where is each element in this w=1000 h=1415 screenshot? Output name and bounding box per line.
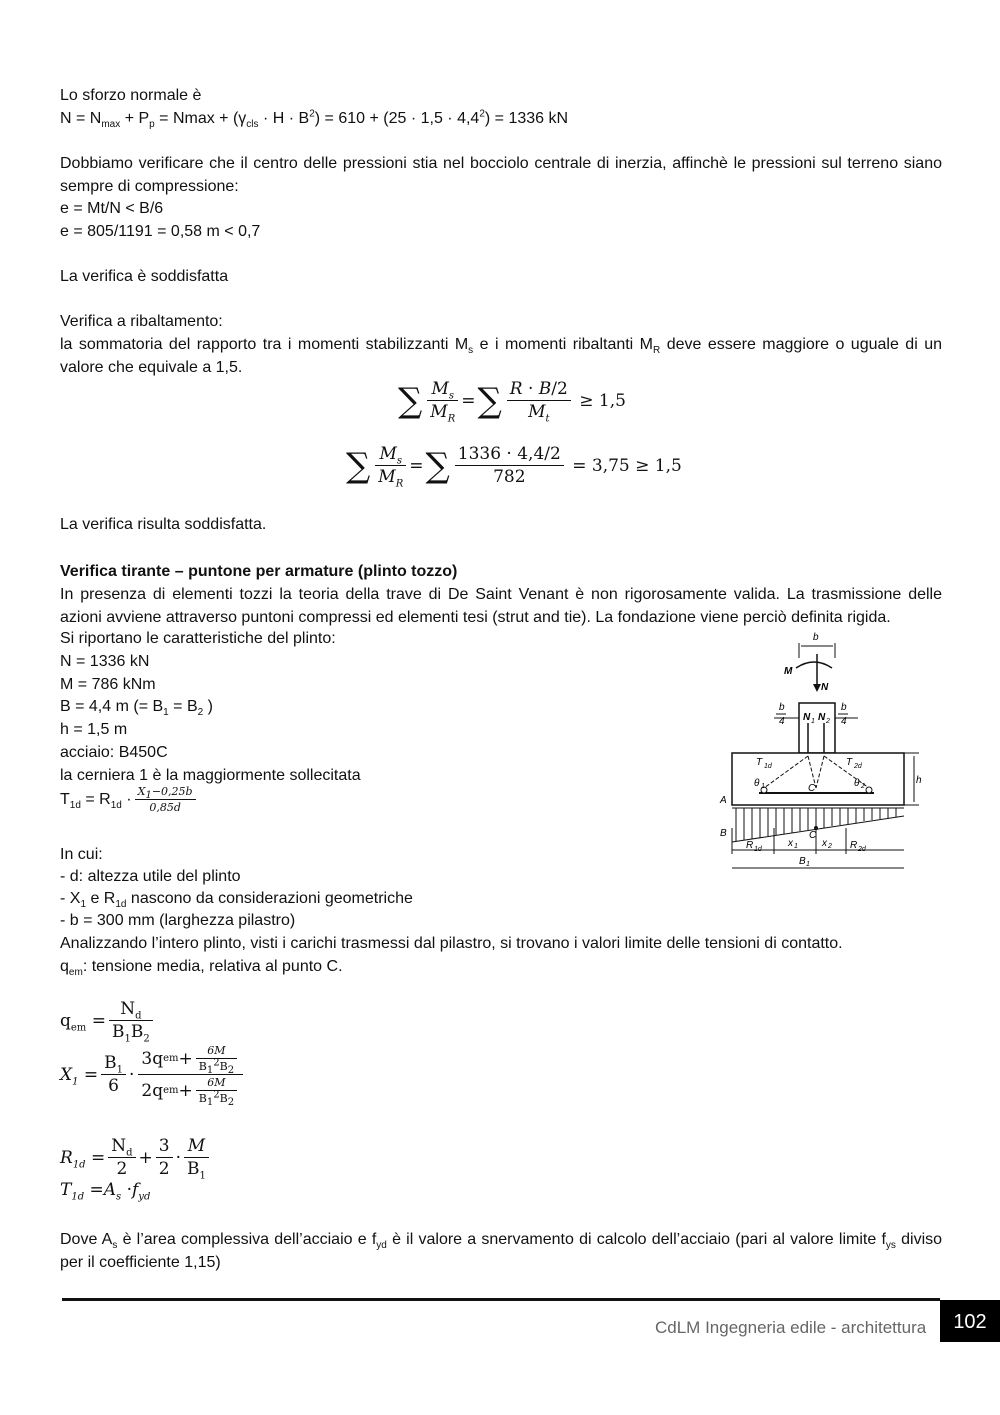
text-line: e = 805/1191 = 0,58 m < 0,7 — [60, 223, 261, 240]
svg-text:N: N — [821, 682, 829, 693]
svg-text:1: 1 — [794, 843, 798, 850]
svg-text:B: B — [720, 828, 727, 839]
svg-text:θ: θ — [754, 778, 760, 789]
text-line: acciaio: B450C — [60, 744, 168, 761]
svg-text:1d: 1d — [764, 763, 772, 770]
paragraph: In presenza di elementi tozzi la teoria della trave di De Saint Venant è non rigorosamente valida. La trasmissione delle azioni avviene attraverso puntoni compressi ed elementi tesi (strut and tie). La fondazione viene perciò definita rigida. — [60, 586, 942, 626]
svg-text:θ: θ — [854, 778, 860, 789]
svg-text:R: R — [850, 840, 858, 851]
svg-text:B: B — [799, 856, 806, 867]
paragraph: la sommatoria del rapporto tra i momenti stabilizzanti $M_s$ e i momenti ribaltanti $M_R$ deve essere maggiore o uguale di un valore che equivale a 1,5. — [60, 336, 942, 376]
equation-t1d: $T_{1d}$ = $A_s$ · $f_{yd}$ — [60, 1180, 151, 1203]
footer-text: CdLM Ingegneria edile - architettura — [655, 1318, 927, 1337]
svg-text:T: T — [756, 757, 763, 768]
svg-text:2: 2 — [828, 843, 832, 850]
text-line: Si riportano le caratteristiche del plinto: — [60, 630, 336, 647]
svg-text:2d: 2d — [858, 846, 866, 853]
svg-text:A: A — [720, 795, 727, 806]
svg-text:T: T — [846, 757, 853, 768]
paragraph: Dove $A_s$ è l’area complessiva dell’acciaio e $f_{yd}$ è il valore a snervamento di calcolo dell’acciaio (pari al valore limite $f_{ys}$ diviso per il coefficiente 1,15) — [60, 1231, 943, 1271]
text-line: e = Mt/N < B/6 — [60, 200, 164, 217]
svg-text:R: R — [746, 840, 754, 851]
svg-text:h: h — [916, 775, 922, 786]
equation-qem: $q_{em}$ = $\frac{N_d}{B_1B_2}$ — [60, 998, 156, 1043]
svg-text:x: x — [822, 838, 827, 849]
text-line: M = 786 kNm — [60, 676, 156, 693]
text-line: la cerniera 1 è la maggiormente sollecitata — [60, 767, 361, 784]
footer-rule — [62, 1298, 940, 1301]
text-line: Verifica a ribaltamento: — [60, 313, 223, 330]
svg-text:4: 4 — [841, 716, 847, 727]
svg-text:C: C — [809, 830, 817, 841]
svg-text:C: C — [808, 783, 816, 794]
equation-overturning-check: ∑ $\frac{M_s}{M_R}$ = ∑ $\frac{1336 \cdot 4,4/2}{782}$ = 3,75 ≥ 1,5 — [346, 444, 682, 490]
svg-text:N: N — [803, 712, 811, 723]
equation-r1d: $R_{1d}$ = $\frac{N_d}{2}$ + $\frac{3}{2}$ · $\frac{M}{B_1}$ — [60, 1135, 212, 1180]
svg-text:x: x — [788, 838, 793, 849]
normal-force-formula: $N = N_{max} + P_p = Nmax + (\gamma_{cls} \cdot H \cdot B^2) = 610 + (25 \cdot 1,5 \cdot 4,4^2) = 1336$ kN — [60, 108, 569, 131]
text-line: B = 4,4 m (= $B_1 = B_2$ ) — [60, 698, 213, 719]
tie-force-formula: $T_{1d} = R_{1d}$ · $\frac{X_1-0,25b}{0,85d}$ — [60, 784, 199, 815]
text-line: Lo sforzo normale è — [60, 87, 202, 104]
equation-overturning-ratio: ∑ $\frac{M_s}{M_R}$ = ∑ $\frac{R \cdot B/2}{M_t}$ ≥ 1,5 — [398, 379, 626, 425]
svg-text:b: b — [779, 702, 785, 713]
svg-text:4: 4 — [779, 716, 785, 727]
text-line: - d: altezza utile del plinto — [60, 868, 241, 885]
svg-text:1: 1 — [761, 783, 765, 790]
svg-text:1: 1 — [806, 861, 810, 868]
svg-text:N: N — [818, 712, 826, 723]
text-line: N = 1336 kN — [60, 653, 150, 670]
strut-and-tie-diagram — [704, 628, 944, 878]
text-line: In cui: — [60, 846, 103, 863]
text-line: La verifica è soddisfatta — [60, 268, 229, 285]
svg-text:1d: 1d — [754, 846, 762, 853]
page-number: 102 — [940, 1300, 1000, 1342]
text-line: Analizzando l’intero plinto, visti i carichi trasmessi dal pilastro, si trovano i valori limite delle tensioni di contatto. — [60, 935, 843, 952]
fig-label-b: b — [813, 632, 819, 643]
svg-text:b: b — [841, 702, 847, 713]
svg-text:2: 2 — [861, 783, 865, 790]
svg-text:2: 2 — [826, 718, 830, 725]
text-line: La verifica risulta soddisfatta. — [60, 516, 267, 533]
text-line: $q_{em}$: tensione media, relativa al punto C. — [60, 958, 343, 979]
text-line: - $X_1$ e $R_{1d}$ nascono da considerazioni geometriche — [60, 890, 413, 911]
paragraph: Dobbiamo verificare che il centro delle pressioni stia nel bocciolo centrale di inerzia, affinchè le pressioni sul terreno siano sempre di compressione: — [60, 155, 942, 195]
equation-x1: $X_1$ = $\frac{B_1}{6}$ · 3q em + $\frac{6M}{B_1^2B_2}$ 2q em + $\frac{6M}{B_1^2B_2}$ — [60, 1043, 246, 1106]
text-line: - b = 300 mm (larghezza pilastro) — [60, 912, 296, 929]
svg-text:2d: 2d — [854, 763, 862, 770]
svg-text:1: 1 — [811, 718, 815, 725]
text-line: h = 1,5 m — [60, 721, 128, 738]
svg-text:M: M — [784, 666, 793, 677]
section-heading: Verifica tirante – puntone per armature (plinto tozzo) — [60, 563, 458, 580]
